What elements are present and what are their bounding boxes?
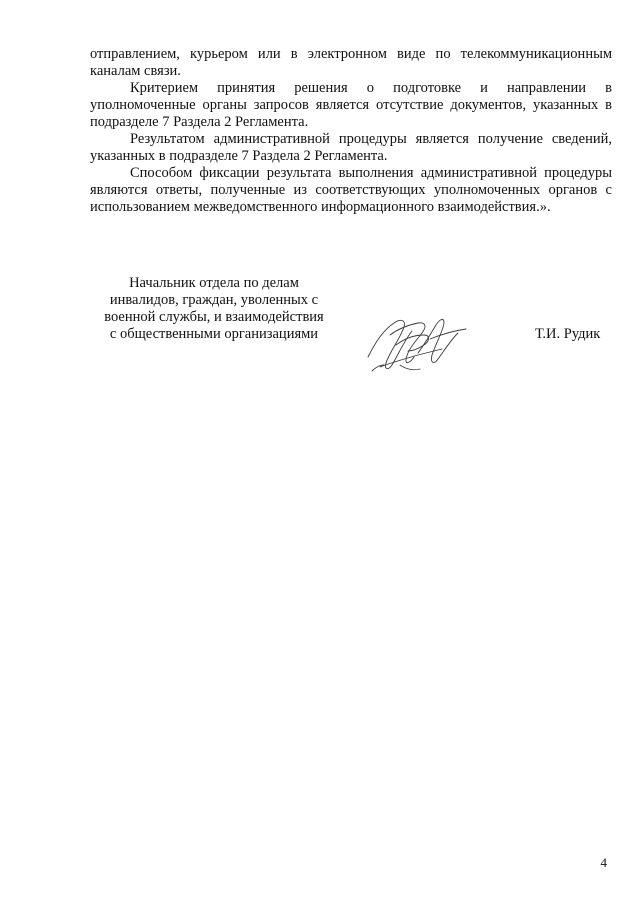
signer-position xyxy=(90,275,338,343)
signature-block xyxy=(0,275,640,385)
signer-position-line: с общественными организациями xyxy=(109,326,319,342)
paragraph-4: Способом фиксации результата выполнения административной процедуры являются ответы, полученные из соответствующих уполномоченных органов с использованием межведомственного информационного взаимодействия.». xyxy=(90,165,612,215)
signer-name: Т.И. Рудик xyxy=(535,326,601,342)
signer-position-line: инвалидов, граждан, уволенных с xyxy=(109,292,319,308)
paragraph-1: отправлением, курьером или в электронном виде по телекоммуникационным каналам связи. xyxy=(90,46,612,79)
page-number: 4 xyxy=(600,855,607,870)
signer-position-line: военной службы, и взаимодействия xyxy=(104,309,324,325)
signer-position-line: Начальник отдела по делам xyxy=(129,275,299,291)
handwritten-signature xyxy=(360,305,475,380)
paragraph-2: Критерием принятия решения о подготовке и направлении в уполномоченные органы запросов является отсутствие документов, указанных в подразделе 7 Раздела 2 Регламента. xyxy=(90,80,612,130)
paragraph-3: Результатом административной процедуры является получение сведений, указанных в подразделе 7 Раздела 2 Регламента. xyxy=(90,131,612,164)
document-body xyxy=(90,46,612,216)
